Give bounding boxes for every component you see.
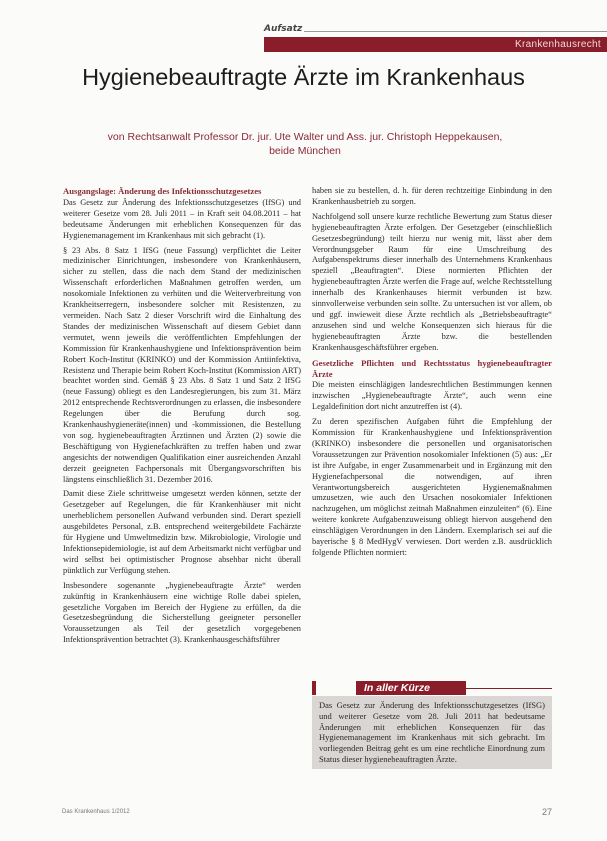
authors-line-2: beide München	[269, 145, 341, 157]
summary-box	[312, 680, 552, 769]
section-heading-pflichten: Gesetzliche Pflichten und Rechtsstatus hygienebeauftragter Ärzte	[312, 357, 552, 379]
rubric-rule	[304, 31, 607, 32]
section-label: Krankenhausrecht	[515, 39, 601, 50]
rubric-label: Aufsatz	[264, 24, 303, 34]
article-title: Hygienebeauftragte Ärzte im Krankenhaus	[82, 64, 525, 90]
paragraph: Die meisten einschlägigen landesrechtlichen Bestimmungen kennen inzwischen „Hygienebeauftragte Ärzte“, auch wenn eine Legaldefinition dort nicht anzutreffen ist (4).	[312, 380, 552, 412]
page-number: 27	[541, 807, 552, 817]
summary-box-marker	[312, 681, 316, 695]
column-left	[63, 186, 301, 650]
paragraph: Damit diese Ziele schrittweise umgesetzt werden können, setzte der Gesetzgeber auf Regelungen, die für Krankenhäuser mit nicht unerheblichem personellen Aufwand verbunden sind. Derart speziell ausgebildetes Personal, z.B. entsprechend weitergebildete Fachärzte für Hygiene und Umweltmedizin bzw. Mikrobiologie, Virologie und Infektionsepidemiologie, ist auf dem Arbeitsmarkt nicht verfügbar und wird selbst bei optimistischer Prognose absehbar nicht überall pünktlich zur Verfügung stehen.	[63, 489, 301, 575]
rubric	[264, 24, 607, 34]
paragraph: Nachfolgend soll unsere kurze rechtliche Bewertung zum Status dieser hygienebeauftragten Ärzte erfolgen. Der Gesetzgeber (einschließlich Gesetzesbegründung) teilt hierzu nur wenig mit, lässt aber dem Verordnungsgeber Raum für eine Umschreibung des Aufgabenspektrums dieser innerhalb des Unternehmens Krankenhaus speziell „Beauftragten“. Diese normierten Pflichten der hygienebeauftragten Ärzte werfen die Frage auf, welche Rechtsstellung innerhalb des Krankenhauses hiermit verbunden ist bzw. sinnvollerweise verbunden sein sollte. Zu untersuchen ist vor allem, ob und ggf. inwieweit diese Ärzte rechtlich als „Betriebsbeauftragte“ anzusehen sind und welche Konsequenzen sich hieraus für die hygienebeauftragten Ärzte bzw. die bestellenden Krankenhausgeschäftsführer ergeben.	[312, 211, 552, 352]
page-footer	[62, 807, 552, 819]
footer-journal: Das Krankenhaus 1/2012	[62, 809, 130, 815]
summary-box-title-bar	[356, 681, 466, 695]
section-heading-ausgangslage: Ausgangslage: Änderung des Infektionsschutzgesetzes	[63, 186, 262, 196]
column-right	[312, 186, 552, 563]
article-authors	[60, 130, 550, 158]
paragraph: Zu deren spezifischen Aufgaben führt die Empfehlung der Kommission für Krankenhaushygiene und Infektionsprävention (KRINKO) insbesondere die personellen und organisatorischen Voraussetzungen zur Prävention nosokomialer Infektionen (5) aus: „Er ist ihre Aufgabe, in enger Zusammenarbeit und in Ergänzung mit den Hygienefachpersonal die notwendigen, auf ihren Verantwortungsbereich ausgerichteten Hygienemaßnahmen umzusetzen, wie auch den Ursachen nosokomialer Infektionen nachzugehen, um möglichst zeitnah Maßnahmen einzuleiten“ (6). Eine weitere konkrete Aufgabenzuweisung obliegt hiervon ausgehend den einschlägigen Verordnungen in den Ländern. Exemplarisch sei auf die bayerische § 8 MedHygV verwiesen. Dort werden z.B. ausdrücklich folgende Pflichten normiert:	[312, 417, 552, 557]
summary-box-header	[312, 680, 552, 696]
summary-box-title: In aller Kürze	[364, 682, 430, 694]
summary-box-rule	[466, 688, 552, 689]
summary-box-text: Das Gesetz zur Änderung des Infektionsschutzgesetzes (IfSG) und weiterer Gesetze vom 28. Juli 2011 hat bedeutsame Änderungen mit erheblichen Konsequenzen für das Hygienemanagement im Krankenhaus mit sich gebracht. Im vorliegenden Beitrag geht es um eine rechtliche Einordnung zum Status dieser hygienebeauftragten Ärzte.	[312, 696, 552, 769]
paragraph: Das Gesetz zur Änderung des Infektionsschutzgesetzes (IfSG) und weiterer Gesetze vom 28. Juli 2011 – in Kraft seit 04.08.2011 – hat bedeutsame Änderungen mit erheblichen Konsequenzen für das Hygienemanagement im Krankenhaus mit sich gebracht (1).	[63, 197, 301, 240]
paragraph: Insbesondere sogenannte „hygienebeauftragte Ärzte“ werden zukünftig in Krankenhäusern eine wichtige Rolle dabei spielen, gesetzliche Vorgaben im Bereich der Hygiene zu erfüllen, da die Gesetzesbegründung die Sicherstellung geeigneter personeller Voraussetzungen als Teil der gesetzlich vorgegebenen Infektionsprävention betrachtet (3). Krankenhausgeschäftsführer	[63, 580, 301, 645]
paragraph: § 23 Abs. 8 Satz 1 IfSG (neue Fassung) verpflichtet die Leiter medizinischer Einrichtungen, insbesondere von Krankenhäusern, sicher zu stellen, dass die nach dem Stand der medizinischen Wissenschaft erforderlichen Maßnahmen getroffen werden, um nosokomiale Infektionen zu verhüten und die Weiterverbreitung von Krankheitserregern, insbesondere solcher mit Resistenzen, zu vermeiden. Nach Satz 2 dieser Vorschrift wird die Einhaltung des Standes der medizinischen Wissenschaft auf diesem Gebiet dann vermutet, wenn jeweils die veröffentlichten Empfehlungen der Kommission für Krankenhaushygiene und Infektionsprävention beim Robert Koch-Institut (KRINKO) und der Kommission Antiinfektiva, Resistenz und Therapie beim Robert Koch-Institut (Kommission ART) beachtet worden sind. Gemäß § 23 Abs. 8 Satz 1 und Satz 2 IfSG (neue Fassung) obliegt es den Landesregierungen, bis zum 31. März 2012 entsprechende Rechtsverordnungen zu erlassen, die insbesondere Regelungen über die Berufung durch sog. Krankenhaushygieneräte(innen) und -kommissionen, die Bestellung von sog. hygienebeauftragten Ärztinnen und Ärzten (2) sowie die Beschäftigung von Hygienefachkräften zu treffen haben und zwar angesichts der notwendigen Qualifikation einer ausreichenden Anzahl derzeit geeigneten Fachpersonals mit Übergangsvorschriften bis längstens einschließlich 31. Dezember 2016.	[63, 245, 301, 484]
authors-line-1: von Rechtsanwalt Professor Dr. jur. Ute Walter und Ass. jur. Christoph Heppekausen,	[107, 131, 503, 143]
paragraph: haben sie zu bestellen, d. h. für deren rechtzeitige Einbindung in den Krankenhausbetrieb zu sorgen.	[312, 186, 552, 206]
section-bar	[264, 37, 607, 52]
